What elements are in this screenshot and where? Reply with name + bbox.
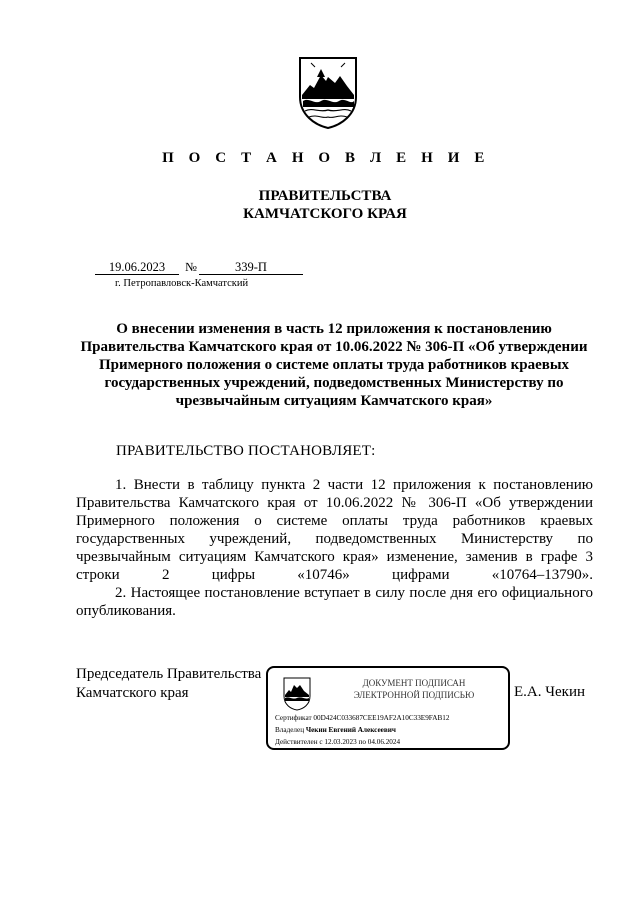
registration-number: 339-П (199, 260, 303, 275)
registration-date: 19.06.2023 (95, 260, 179, 275)
registration-line (95, 260, 303, 275)
stamp-heading-line-2: ЭЛЕКТРОННОЙ ПОДПИСЬЮ (353, 690, 475, 700)
validity-row (275, 736, 504, 748)
city: г. Петропавловск-Камчатский (115, 278, 249, 289)
certificate-row (275, 712, 504, 724)
issuing-authority (0, 187, 640, 223)
owner-row (275, 724, 504, 736)
kamchatka-coat-of-arms-icon (297, 55, 359, 129)
owner-label: Владелец (275, 726, 305, 734)
document-body (76, 476, 593, 620)
stamp-details (275, 712, 504, 748)
electronic-signature-stamp (266, 666, 510, 750)
valid-from-label: Действителен с (275, 738, 323, 746)
paragraph-2: 2. Настоящее постановление вступает в силу после дня его официального опубликования. (76, 585, 593, 619)
valid-to-date: 04.06.2024 (367, 738, 401, 746)
signatory-name: Е.А. Чекин (514, 684, 585, 700)
resolves-heading: ПРАВИТЕЛЬСТВО ПОСТАНОВЛЯЕТ: (116, 443, 376, 459)
valid-to-label: по (358, 738, 366, 746)
valid-from-date: 12.03.2023 (324, 738, 357, 746)
stamp-heading-line-1: ДОКУМЕНТ ПОДПИСАН (362, 678, 466, 688)
owner-value: Чекин Евгений Алексеевич (305, 726, 396, 734)
certificate-label: Сертификат (275, 714, 312, 722)
document-subject: О внесении изменения в часть 12 приложения к постановлению Правительства Камчатского края от 10.06.2022 № 306-П «Об утверждении Примерного положения о системе оплаты труда работников краевых государственных учреждений, подведомственных Министерству по чрезвычайным ситуациям Камчатского края» (80, 321, 588, 409)
signatory-position-line-1: Председатель Правительства (76, 666, 262, 682)
certificate-value: 00D424C033687CEE19AF2A10C33E9FAB12 (313, 714, 450, 722)
document-type-title: П О С Т А Н О В Л Е Н И Е (162, 150, 490, 166)
number-sign: № (185, 260, 197, 274)
signatory-position-line-2: Камчатского края (76, 685, 189, 701)
stamp-heading (324, 677, 504, 701)
authority-line-1: ПРАВИТЕЛЬСТВА (258, 188, 392, 204)
paragraph-1: 1. Внести в таблицу пункта 2 части 12 приложения к постановлению Правительства Камчатского края от 10.06.2022 № 306-П «Об утверждении Примерного положения о системе оплаты труда работников краевых государственных учреждений, подведомственных Министерству по чрезвычайным ситуациям Камчатского края» изменение, заменив в графе 3 строки 2 цифры «10746» цифрами «10764–13790». (76, 477, 593, 583)
authority-line-2: КАМЧАТСКОГО КРАЯ (243, 206, 407, 222)
signatory-position (76, 665, 261, 703)
stamp-coat-of-arms-icon (283, 677, 311, 711)
